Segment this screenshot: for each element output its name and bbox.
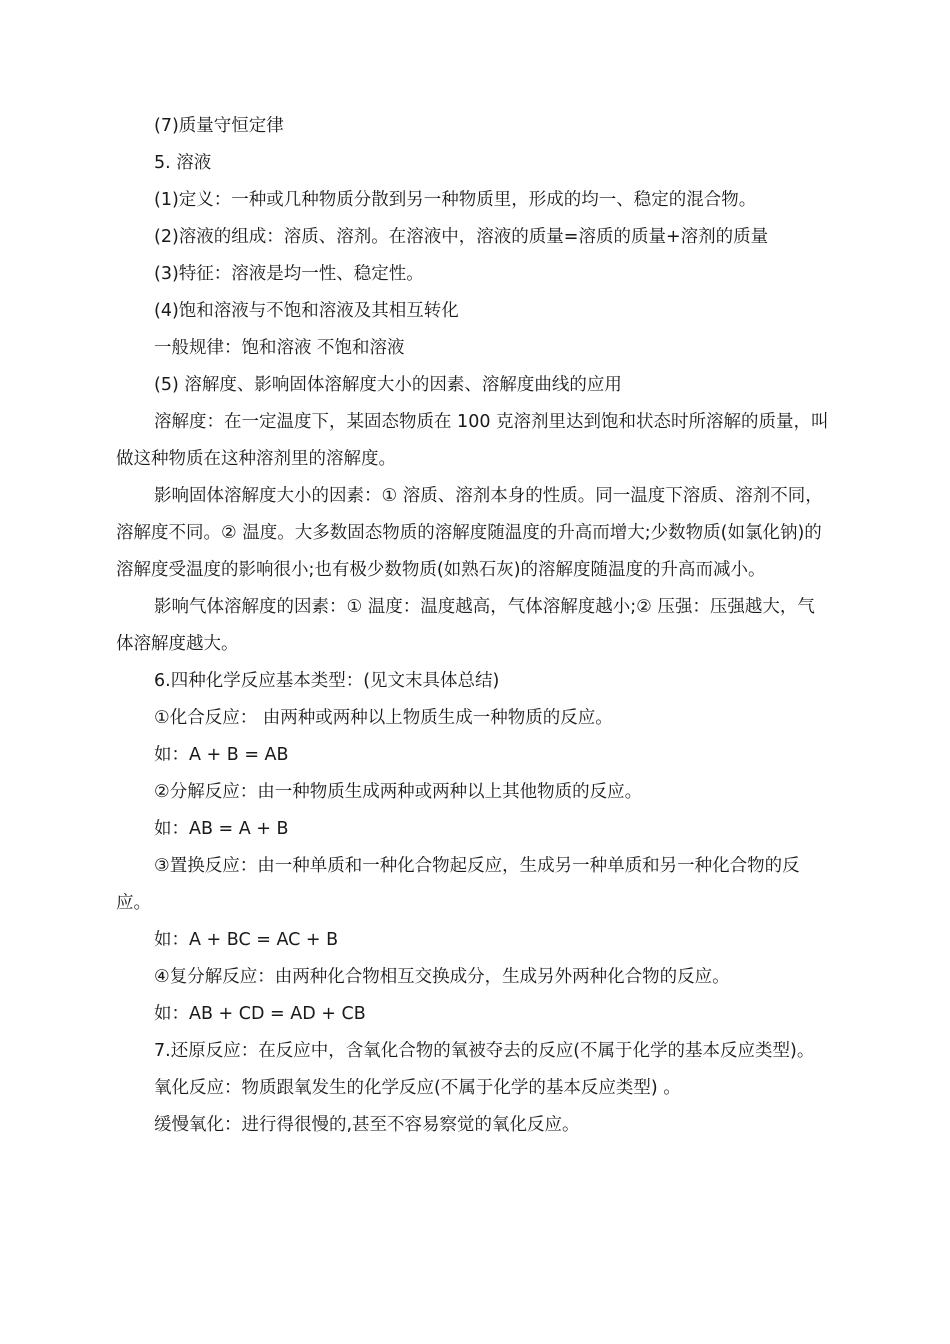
paragraph-combination-example: 如：A + B = AB bbox=[154, 745, 289, 765]
paragraph-double-displacement-reaction: ④复分解反应：由两种化合物相互交换成分，生成另外两种化合物的反应。 bbox=[154, 967, 730, 987]
paragraph-composition: (2)溶液的组成：溶质、溶剂。在溶液中，溶液的质量=溶质的质量+溶剂的质量 bbox=[154, 227, 769, 247]
paragraph-decomposition-reaction: ②分解反应：由一种物质生成两种或两种以上其他物质的反应。 bbox=[154, 782, 643, 802]
paragraph-definition: (1)定义：一种或几种物质分散到另一种物质里，形成的均一、稳定的混合物。 bbox=[154, 190, 757, 210]
paragraph-solubility-heading: (5) 溶解度、影响固体溶解度大小的因素、溶解度曲线的应用 bbox=[154, 375, 622, 395]
paragraph-combination-reaction: ①化合反应： 由两种或两种以上物质生成一种物质的反应。 bbox=[154, 708, 613, 728]
paragraph-general-rule: 一般规律：饱和溶液 不饱和溶液 bbox=[154, 338, 405, 358]
paragraph-displacement-example: 如：A + BC = AC + B bbox=[154, 930, 339, 950]
paragraph-saturated-solution: (4)饱和溶液与不饱和溶液及其相互转化 bbox=[154, 301, 459, 321]
paragraph-double-displacement-example: 如：AB + CD = AD + CB bbox=[154, 1004, 366, 1024]
paragraph-oxidation-reaction: 氧化反应：物质跟氧发生的化学反应(不属于化学的基本反应类型) 。 bbox=[154, 1078, 681, 1098]
paragraph-decomposition-example: 如：AB = A + B bbox=[154, 819, 289, 839]
paragraph-slow-oxidation: 缓慢氧化：进行得很慢的,甚至不容易察觉的氧化反应。 bbox=[154, 1115, 580, 1135]
paragraph-heading-solution: 5. 溶液 bbox=[154, 153, 212, 173]
paragraph-reduction-reaction: 7.还原反应：在反应中，含氧化合物的氧被夺去的反应(不属于化学的基本反应类型)。 bbox=[154, 1041, 815, 1061]
paragraph-characteristics: (3)特征：溶液是均一性、稳定性。 bbox=[154, 264, 424, 284]
paragraph-heading-mass-conservation: (7)质量守恒定律 bbox=[154, 116, 284, 136]
paragraph-solubility-definition: 溶解度：在一定温度下，某固态物质在 100 克溶剂里达到饱和状态时所溶解的质量，叫做这种物质在这种溶剂里的溶解度。 bbox=[116, 412, 829, 469]
paragraph-displacement-reaction: ③置换反应：由一种单质和一种化合物起反应，生成另一种单质和另一种化合物的反应。 bbox=[116, 856, 800, 913]
paragraph-reaction-types-heading: 6.四种化学反应基本类型：(见文末具体总结) bbox=[154, 671, 500, 691]
paragraph-solid-solubility-factors: 影响固体溶解度大小的因素：① 溶质、溶剂本身的性质。同一温度下溶质、溶剂不同，溶解度不同。② 温度。大多数固态物质的溶解度随温度的升高而增大;少数物质(如氯化钠)的溶解度受温度的影响很小;也有极少数物质(如熟石灰)的溶解度随温度的升高而减小。 bbox=[116, 486, 823, 580]
paragraph-gas-solubility-factors: 影响气体溶解度的因素：① 温度：温度越高，气体溶解度越小;② 压强：压强越大，气体溶解度越大。 bbox=[116, 597, 815, 654]
document-body bbox=[116, 108, 830, 1144]
